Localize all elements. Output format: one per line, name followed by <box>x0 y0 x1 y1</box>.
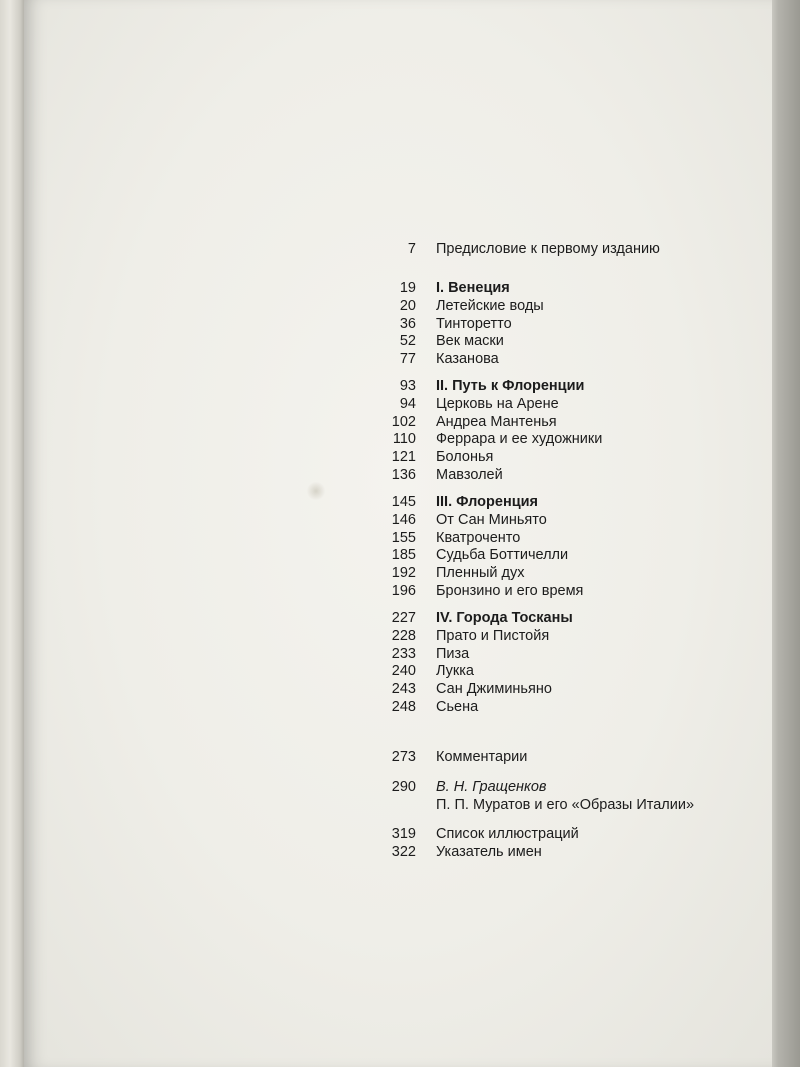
toc-entry <box>360 582 583 600</box>
toc-page-number: 121 <box>391 449 416 465</box>
toc-title: Андреа Мантенья <box>436 414 557 430</box>
toc-entry <box>360 240 660 258</box>
toc-page-number: 36 <box>399 316 416 332</box>
toc-page-number: 243 <box>391 681 416 697</box>
toc-title: Болонья <box>436 449 494 465</box>
toc-title: Лукка <box>436 663 474 679</box>
toc-title: Век маски <box>436 333 504 349</box>
toc-page-number: 136 <box>391 467 416 483</box>
toc-page-number: 240 <box>391 663 416 679</box>
toc-entry <box>360 627 549 645</box>
toc-title: Сьена <box>436 699 479 715</box>
toc-title: Тинторетто <box>436 316 512 332</box>
toc-page-number: 248 <box>391 699 416 715</box>
toc-page-number: 110 <box>392 431 416 447</box>
toc-entry <box>360 466 503 484</box>
toc-page-number: 233 <box>391 646 416 662</box>
toc-entry <box>360 778 547 796</box>
toc-section-title: III. Флоренция <box>436 494 539 510</box>
toc-entry <box>360 413 557 431</box>
toc-page-number: 146 <box>391 512 416 528</box>
toc-entry <box>360 698 478 716</box>
toc-page-number: 94 <box>399 396 416 412</box>
toc-page-number: 290 <box>391 779 416 795</box>
toc-page-number: 228 <box>391 628 416 644</box>
toc-page-number: 52 <box>399 333 416 349</box>
toc-title: Феррара и ее художники <box>436 431 603 447</box>
toc-entry <box>360 645 469 663</box>
toc-entry <box>360 493 538 511</box>
toc-entry <box>360 680 552 698</box>
toc-page-number: 185 <box>391 547 416 563</box>
toc-title: П. П. Муратов и его «Образы Италии» <box>436 797 695 813</box>
toc-page-number: 20 <box>399 298 416 314</box>
toc-entry <box>360 448 493 466</box>
toc-author: В. Н. Гращенков <box>436 779 547 795</box>
toc-title: Судьба Боттичелли <box>436 547 569 563</box>
toc-title: Прато и Пистойя <box>436 628 550 644</box>
toc-entry <box>360 843 542 861</box>
toc-title: Предисловие к первому изданию <box>436 241 660 257</box>
toc-page-number: 227 <box>391 610 416 626</box>
toc-page-number: 192 <box>391 565 416 581</box>
toc-entry <box>360 609 573 627</box>
toc-page-number: 19 <box>399 280 416 296</box>
toc-page-number: 319 <box>391 826 416 842</box>
toc-entry <box>360 825 579 843</box>
toc-entry <box>360 315 512 333</box>
toc-title: Пленный дух <box>436 565 525 581</box>
toc-title: Список иллюстраций <box>436 826 579 842</box>
toc-entry <box>360 332 504 350</box>
toc-entry <box>360 350 499 368</box>
toc-entry <box>360 279 510 297</box>
toc-title: Казанова <box>436 351 499 367</box>
toc-title: Летейские воды <box>436 298 544 314</box>
toc-page-number: 93 <box>399 378 416 394</box>
toc-title: Кватроченто <box>436 530 521 546</box>
toc-entry <box>360 564 524 582</box>
toc-page-number: 145 <box>391 494 416 510</box>
toc-entry <box>360 395 559 413</box>
toc-entry <box>360 796 694 814</box>
toc-entry <box>360 430 602 448</box>
toc-title: Комментарии <box>436 749 528 765</box>
toc-entry <box>360 748 527 766</box>
toc-title: От Сан Миньято <box>436 512 547 528</box>
toc-section-title: II. Путь к Флоренции <box>436 378 585 394</box>
toc-entry <box>360 662 474 680</box>
toc-page-number: 155 <box>391 530 416 546</box>
toc-title: Указатель имен <box>436 844 542 860</box>
toc-page-number: 102 <box>391 414 416 430</box>
toc-section-title: I. Венеция <box>436 280 510 296</box>
toc-title: Пиза <box>436 646 470 662</box>
toc-title: Церковь на Арене <box>436 396 559 412</box>
toc-page-number: 273 <box>391 749 416 765</box>
toc-page-number: 7 <box>407 241 416 257</box>
toc-section-title: IV. Города Тосканы <box>436 610 573 626</box>
toc-title: Мавзолей <box>436 467 503 483</box>
toc-page-number: 196 <box>391 583 416 599</box>
toc-entry <box>360 546 568 564</box>
toc-page-number: 77 <box>399 351 416 367</box>
toc-entry <box>360 377 584 395</box>
toc-page-number: 322 <box>391 844 416 860</box>
toc-entry <box>360 511 547 529</box>
toc-entry <box>360 529 520 547</box>
toc-title: Бронзино и его время <box>436 583 584 599</box>
toc-title: Сан Джиминьяно <box>436 681 552 697</box>
toc-entry <box>360 297 544 315</box>
